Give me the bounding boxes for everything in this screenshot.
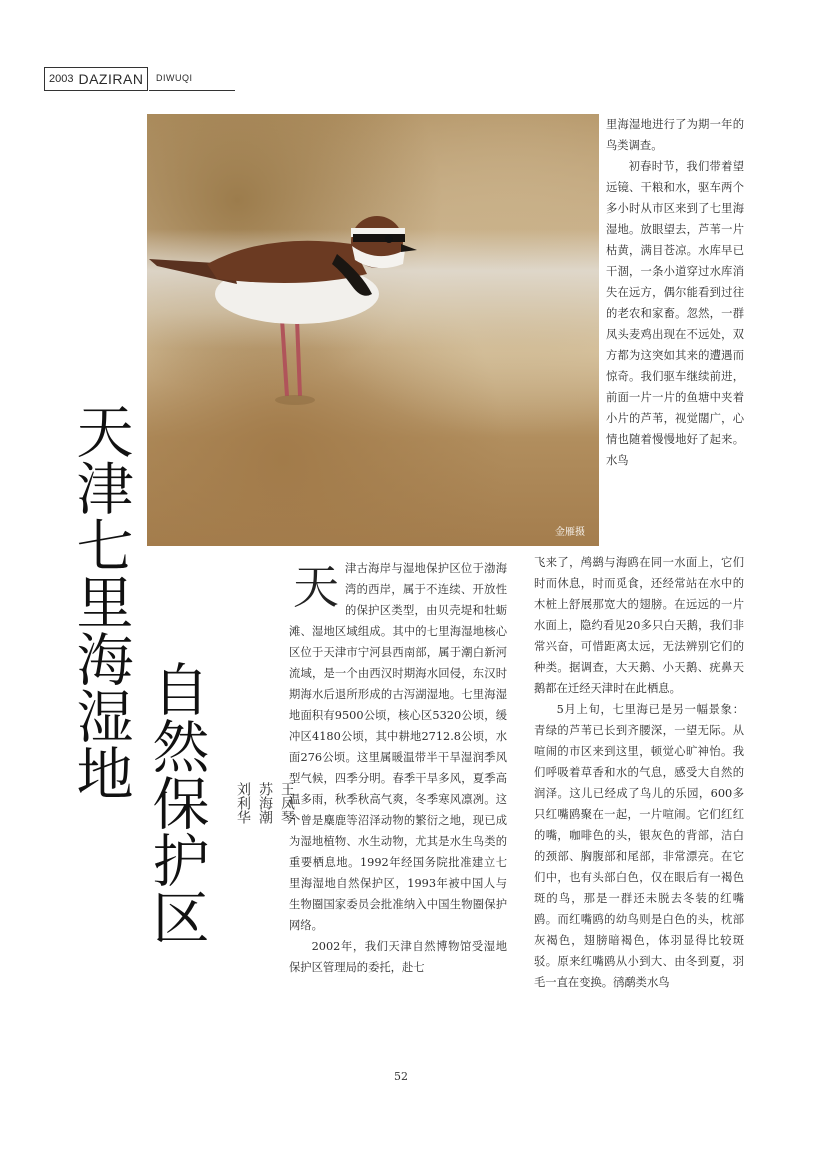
article-column-2: [606, 114, 744, 471]
header-series: DIWUQI: [156, 73, 193, 83]
header-year: 2003: [49, 73, 74, 85]
magazine-header: [44, 67, 194, 91]
plover-illustration: [147, 114, 599, 546]
paragraph: 初春时节，我们带着望远镜、干粮和水，驱车两个多小时从市区来到了七里海湿地。放眼望去，芦苇一片枯黄，满目苍凉。水库早已干涸，一条小道穿过水库消失在远方，偶尔能看到过往的老农和家畜。忽然，一群凤头麦鸡出现在不远处，双方都为这突如其来的遭遇而惊奇。我们驱车继续前进，前面一片一片的鱼塘中夹着小片的芦苇，视觉闊广，心情也随着慢慢地好了起来。水鸟: [606, 160, 744, 467]
header-magazine: DAZIRAN: [78, 71, 144, 87]
paragraph: 5月上旬，七里海已是另一幅景象：青绿的芦苇已长到齐腰深，一望无际。从喧闹的市区来到这里，顿觉心旷神怡。我们呼吸着草香和水的气息，感受大自然的润泽。这儿已经成了鸟儿的乐园，600多只红嘴鸥聚在一起，一片喧闹。它们红红的嘴，咖啡色的头，银灰色的背部，洁白的颈部、胸腹部和尾部，非常漂亮。在它们中，也有头部白色，仅在眼后有一褐色斑的鸟，那是一群还未脱去冬装的红嘴鸥。而红嘴鸥的幼鸟则是白色的头，枕部灰褐色，翅膀暗褐色，体羽显得比较斑驳。原来红嘴鸥从小到大、由冬到夏，羽毛一直在变换。鸻鹬类水鸟: [534, 703, 744, 989]
drop-cap: 天: [293, 560, 339, 614]
article-title: 天津七里海湿地: [67, 402, 133, 801]
paragraph: 津古海岸与湿地保护区位于渤海湾的西岸，属于不连续、开放性的保护区类型，由贝壳堤和牡蛎滩、湿地区域组成。其中的七里海湿地核心区位于天津市宁河县西南部，属于潮白新河流域，是一个由西汉时期海水回侵，东汉时期海水后退所形成的古泻湖湿地。七里海湿地面积有9500公顷，核心区5320公顷，缓冲区4180公顷，其中耕地2712.8公顷，水面276公顷。这里属暖温带半干旱湿润季风型气候，四季分明。春季干旱多风，夏季高温多雨，秋季秋高气爽，冬季寒风凛冽。这个曾是麋鹿等沼泽动物的繁衍之地，现已成为湿地植物、水生动物，尤其是水生鸟类的重要栖息地。1992年经国务院批准建立七里海湿地自然保护区，1993年被中国人与生物圈国家委员会批准纳入中国生物圈保护网络。: [289, 562, 507, 932]
header-box: [44, 67, 148, 91]
paragraph: 2002年，我们天津自然博物馆受湿地保护区管理局的委托，赴七: [289, 940, 507, 974]
author-name: 刘利华: [235, 782, 251, 824]
photo-credit: 金雁摄: [555, 527, 585, 538]
author-name: 苏海潮: [257, 782, 273, 824]
article-column-3: [534, 552, 744, 993]
paragraph: 飞来了，鸬鹚与海鸥在同一水面上，它们时而休息，时而觅食，还经常站在水中的木桩上舒展那宽大的翅膀。在远远的一片水面上，隐约看见20多只白天鹅，我们非常兴奋，可惜距离太远，无法辨别它们的种类。据调查，大天鹅、小天鹅、疣鼻天鹅都在迁经天津时在此栖息。: [534, 556, 744, 695]
paragraph: 里海湿地进行了为期一年的鸟类调查。: [606, 118, 744, 152]
page-number: 52: [394, 1070, 408, 1083]
article-column-1: [289, 558, 507, 978]
header-rule: [149, 90, 235, 91]
article-subtitle: 自然保护区: [143, 660, 209, 945]
author-name: 王凤琴: [279, 782, 295, 824]
bird-photo: [147, 114, 599, 546]
